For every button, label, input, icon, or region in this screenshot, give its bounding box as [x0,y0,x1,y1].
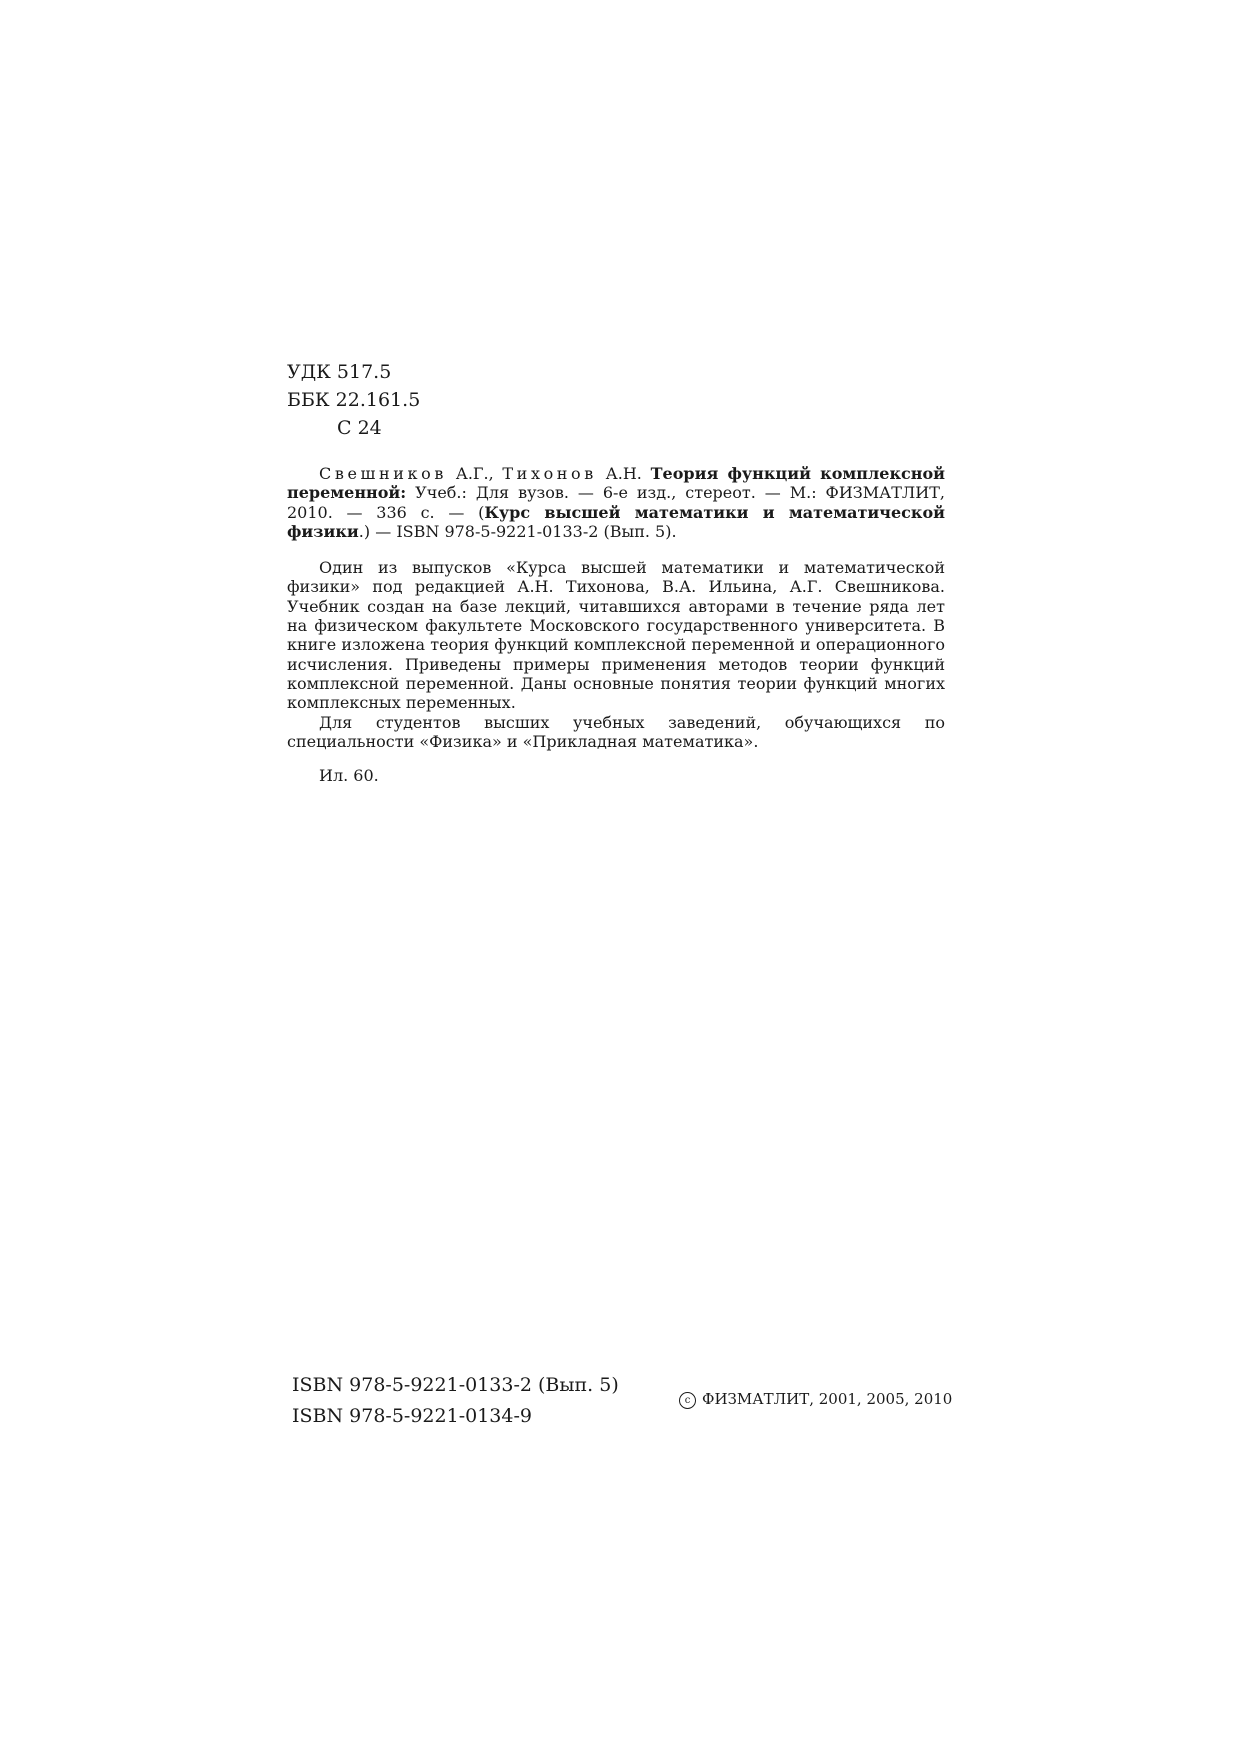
author-surname-2: Тихонов [502,464,597,483]
author-initials-2: А.Н. [605,464,642,483]
series-title: Курс высшей математики и математической физики [287,502,945,541]
annotation-paragraph-2: Для студентов высших учебных заведений, обучающихся по специальности «Физика» и «Прикладная математика». [287,712,945,751]
annotation-paragraph-1: Один из выпусков «Курса высшей математики и математической физики» под редакцией А.Н. Тихонова, В.А. Ильина, А.Г. Свешникова. Учебник создан на базе лекций, читавшихся авторами в течение ряда лет на физическом факультете Московского государственного университета. В книге изложена теория функций комплексной переменной и операционного исчисления. Приведены примеры применения методов теории функций комплексной переменной. Даны основные понятия теории функций многих комплексных переменных. [287,558,945,713]
copyright-notice [679,1390,953,1409]
series-end: .) — [358,521,392,541]
author-surname-1: Свешников [319,464,447,483]
bibliography-isbn: ISBN 978-5-9221-0133-2 (Вып. 5). [396,521,677,541]
bibliographic-description [287,464,945,785]
publication-details: Учеб.: Для вузов. — 6-е изд., стереот. — М.: ФИЗМАТЛИТ, 2010. — 336 с. — ( [287,483,945,522]
author-mark: С 24 [337,417,382,439]
isbn-block [292,1370,619,1432]
illustrations-count: Ил. 60. [319,766,379,786]
isbn-set: ISBN 978-5-9221-0134-9 [292,1405,532,1427]
classification-block [287,358,420,442]
udk-code: УДК 517.5 [287,361,392,383]
author-initials-1: А.Г., [455,464,494,483]
bibliographic-entry [287,464,945,541]
isbn-volume: ISBN 978-5-9221-0133-2 (Вып. 5) [292,1374,619,1396]
book-title: Теория функций комплексной переменной: [287,464,946,503]
copyright-text: ФИЗМАТЛИТ, 2001, 2005, 2010 [702,1390,953,1408]
bbk-code: ББК 22.161.5 [287,389,421,411]
copyright-icon: c [679,1392,696,1409]
